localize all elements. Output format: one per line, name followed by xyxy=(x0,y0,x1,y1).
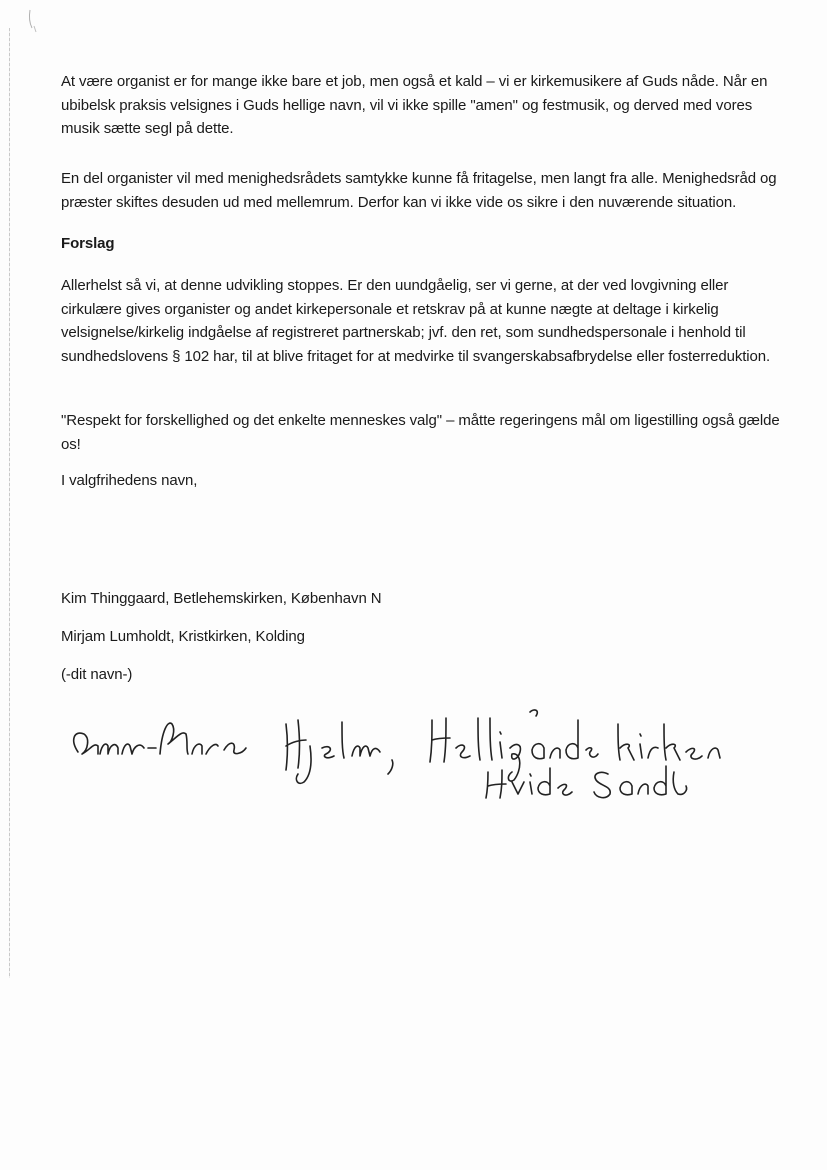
closing-line: I valgfrihedens navn, xyxy=(61,472,198,489)
paragraph-exemption xyxy=(61,167,791,214)
signatory-3-placeholder: (-dit navn-) xyxy=(61,666,133,683)
signatory-2: Mirjam Lumholdt, Kristkirken, Kolding xyxy=(61,628,305,645)
paragraph-quote xyxy=(61,409,791,456)
section-heading-forslag: Forslag xyxy=(61,235,115,252)
scan-edge-line xyxy=(9,28,10,978)
paragraph-text: At være organist er for mange ikke bare et job, men også et kald – vi er kirkemusikere af Guds nåde. Når en ubibelsk praksis velsignes i Guds hellige navn, vil vi ikke spille "amen" og festmusik, og derved med vores musik sætte segl på dette. xyxy=(61,73,768,137)
paragraph-text: Allerhelst så vi, at denne udvikling stoppes. Er den uundgåelig, ser vi gerne, at der ved lovgivning eller cirkulære gives organister og andet kirkepersonale et retskrav på at kunne nægte at deltage i kirkelig velsignelse/kirkelig indgåelse af registreret partnerskab; jvf. den ret, som sundhedspersonale i henhold til sundhedslovens § 102 har, til at blive fritaget for at medvirke til svangerskabsafbrydelse eller fosterreduktion. xyxy=(61,277,771,365)
paragraph-text: "Respekt for forskellighed og det enkelte menneskes valg" – måtte regeringens mål om ligestilling også gælde os! xyxy=(61,412,780,453)
paragraph-organist-calling xyxy=(61,70,791,141)
signatory-1: Kim Thinggaard, Betlehemskirken, København N xyxy=(61,590,382,607)
handwritten-signature xyxy=(60,690,760,800)
paragraph-text: En del organister vil med menighedsrådets samtykke kunne få fritagelse, men langt fra alle. Menighedsråd og præster skiftes desuden ud med mellemrum. Derfor kan vi ikke vide os sikre i den nuværende situation. xyxy=(61,170,777,211)
paragraph-proposal xyxy=(61,274,791,368)
scan-mark-icon xyxy=(24,6,54,36)
